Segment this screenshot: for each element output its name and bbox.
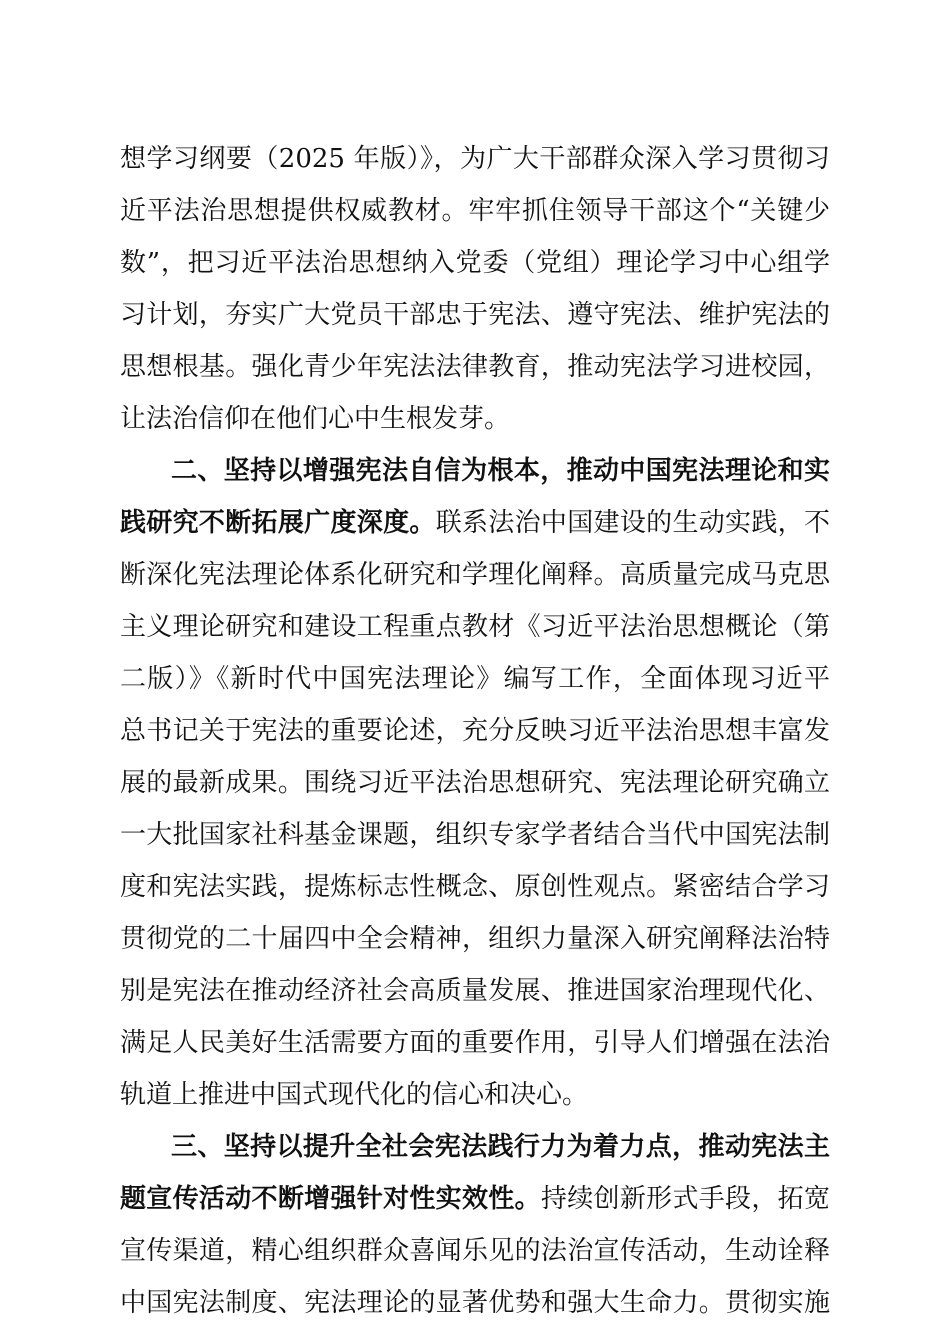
text-line <box>120 395 830 443</box>
text-line <box>120 1227 830 1275</box>
section-heading-line <box>171 1123 830 1171</box>
text-line <box>120 135 830 183</box>
line-text: 二版）》《新时代中国宪法理论》编写工作，全面体现习近平 <box>120 664 830 694</box>
line-text: 习计划，夯实广大党员干部忠于宪法、遵守宪法、维护宪法的 <box>120 300 830 330</box>
line-text: 展的最新成果。围绕习近平法治思想研究、宪法理论研究确立 <box>120 768 830 798</box>
line-text: 让法治信仰在他们心中生根发芽。 <box>120 404 511 434</box>
section-heading-text: 三、坚持以提升全社会宪法践行力为着力点，推动宪法主 <box>171 1132 830 1162</box>
line-text: 断深化宪法理论体系化研究和学理化阐释。高质量完成马克思 <box>120 560 830 590</box>
text-line <box>120 551 830 599</box>
text-line <box>120 291 830 339</box>
section-heading-text: 题宣传活动不断增强针对性实效性。 <box>120 1184 541 1214</box>
line-text: 联系法治中国建设的生动实践，不 <box>435 508 830 538</box>
text-line <box>120 187 830 235</box>
line-text: 持续创新形式手段，拓宽 <box>540 1184 830 1214</box>
line-text: 想学习纲要（2025 年版）》，为广大干部群众深入学习贯彻习 <box>120 144 830 174</box>
text-line <box>120 1019 830 1067</box>
text-line <box>120 707 830 755</box>
section-heading-text: 二、坚持以增强宪法自信为根本，推动中国宪法理论和实 <box>171 456 830 486</box>
text-line <box>120 239 830 287</box>
section-heading-line <box>171 447 830 495</box>
text-line <box>120 863 830 911</box>
line-text: 别是宪法在推动经济社会高质量发展、推进国家治理现代化、 <box>120 976 830 1006</box>
text-line <box>120 603 830 651</box>
line-text: 中国宪法制度、宪法理论的显著优势和强大生命力。贯彻实施 <box>120 1288 830 1318</box>
section-heading-text: 践研究不断拓展广度深度。 <box>120 508 436 538</box>
line-text: 轨道上推进中国式现代化的信心和决心。 <box>120 1080 589 1110</box>
text-line <box>120 915 830 963</box>
line-text: 一大批国家社科基金课题，组织专家学者结合当代中国宪法制 <box>120 820 830 850</box>
text-line <box>120 759 830 807</box>
line-text: 总书记关于宪法的重要论述，充分反映习近平法治思想丰富发 <box>120 716 830 746</box>
line-text: 度和宪法实践，提炼标志性概念、原创性观点。紧密结合学习 <box>120 872 830 902</box>
text-line <box>120 655 830 703</box>
line-text: 数”，把习近平法治思想纳入党委（党组）理论学习中心组学 <box>120 248 830 278</box>
text-line <box>120 1279 830 1327</box>
text-line <box>120 1071 830 1119</box>
line-text: 满足人民美好生活需要方面的重要作用，引导人们增强在法治 <box>120 1028 830 1058</box>
text-line <box>120 1175 830 1223</box>
line-text: 主义理论研究和建设工程重点教材《习近平法治思想概论（第 <box>120 612 830 642</box>
text-line <box>120 967 830 1015</box>
line-text: 宣传渠道，精心组织群众喜闻乐见的法治宣传活动，生动诠释 <box>120 1236 830 1266</box>
text-line <box>120 343 830 391</box>
line-text: 贯彻党的二十届四中全会精神，组织力量深入研究阐释法治特 <box>120 924 830 954</box>
line-text: 近平法治思想提供权威教材。牢牢抓住领导干部这个“关键少 <box>120 196 830 226</box>
text-line <box>120 811 830 859</box>
line-text: 思想根基。强化青少年宪法法律教育，推动宪法学习进校园， <box>120 352 830 382</box>
text-line <box>120 499 830 547</box>
